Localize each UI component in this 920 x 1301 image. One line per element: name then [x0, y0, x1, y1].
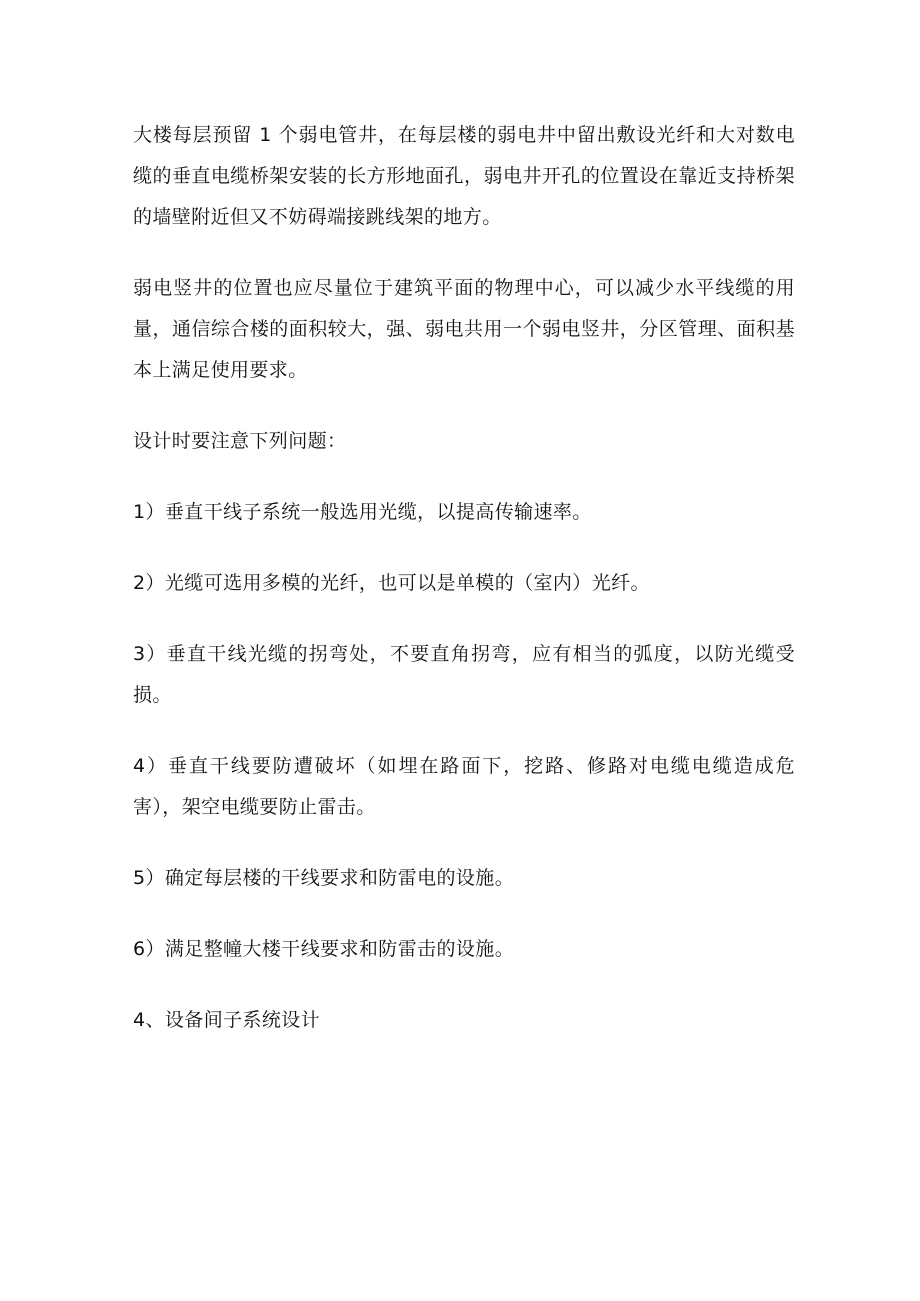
paragraph-design-notes-intro: 设计时要注意下列问题： — [133, 430, 347, 452]
paragraph-shaft-location: 弱电竖井的位置也应尽量位于建筑平面的物理中心，可以减少水平线缆的用量，通信综合楼的面积较大，强、弱电共用一个弱电竖井，分区管理、面积基本上满足使用要求。 — [133, 277, 795, 381]
list-item-5: 5）确定每层楼的干线要求和防雷电的设施。 — [133, 867, 515, 889]
section-heading-equipment-room: 4、设备间子系统设计 — [133, 1009, 321, 1031]
list-item-6: 6）满足整幢大楼干线要求和防雷击的设施。 — [133, 938, 515, 960]
list-item-3: 3）垂直干线光缆的拐弯处，不要直角拐弯，应有相当的弧度，以防光缆受损。 — [133, 643, 795, 706]
list-item-4: 4）垂直干线要防遭破坏（如埋在路面下，挖路、修路对电缆电缆造成危害），架空电缆要防止雷击。 — [133, 755, 795, 818]
document-body — [133, 115, 795, 1041]
paragraph-weak-current-shaft: 大楼每层预留 1 个弱电管井，在每层楼的弱电井中留出敷设光纤和大对数电缆的垂直电缆桥架安装的长方形地面孔，弱电井开孔的位置设在靠近支持桥架的墙壁附近但又不妨碍端接跳线架的地方。 — [133, 124, 795, 228]
list-item-2: 2）光缆可选用多模的光纤，也可以是单模的（室内）光纤。 — [133, 572, 650, 594]
list-item-1: 1）垂直干线子系统一般选用光缆，以提高传输速率。 — [133, 501, 592, 523]
